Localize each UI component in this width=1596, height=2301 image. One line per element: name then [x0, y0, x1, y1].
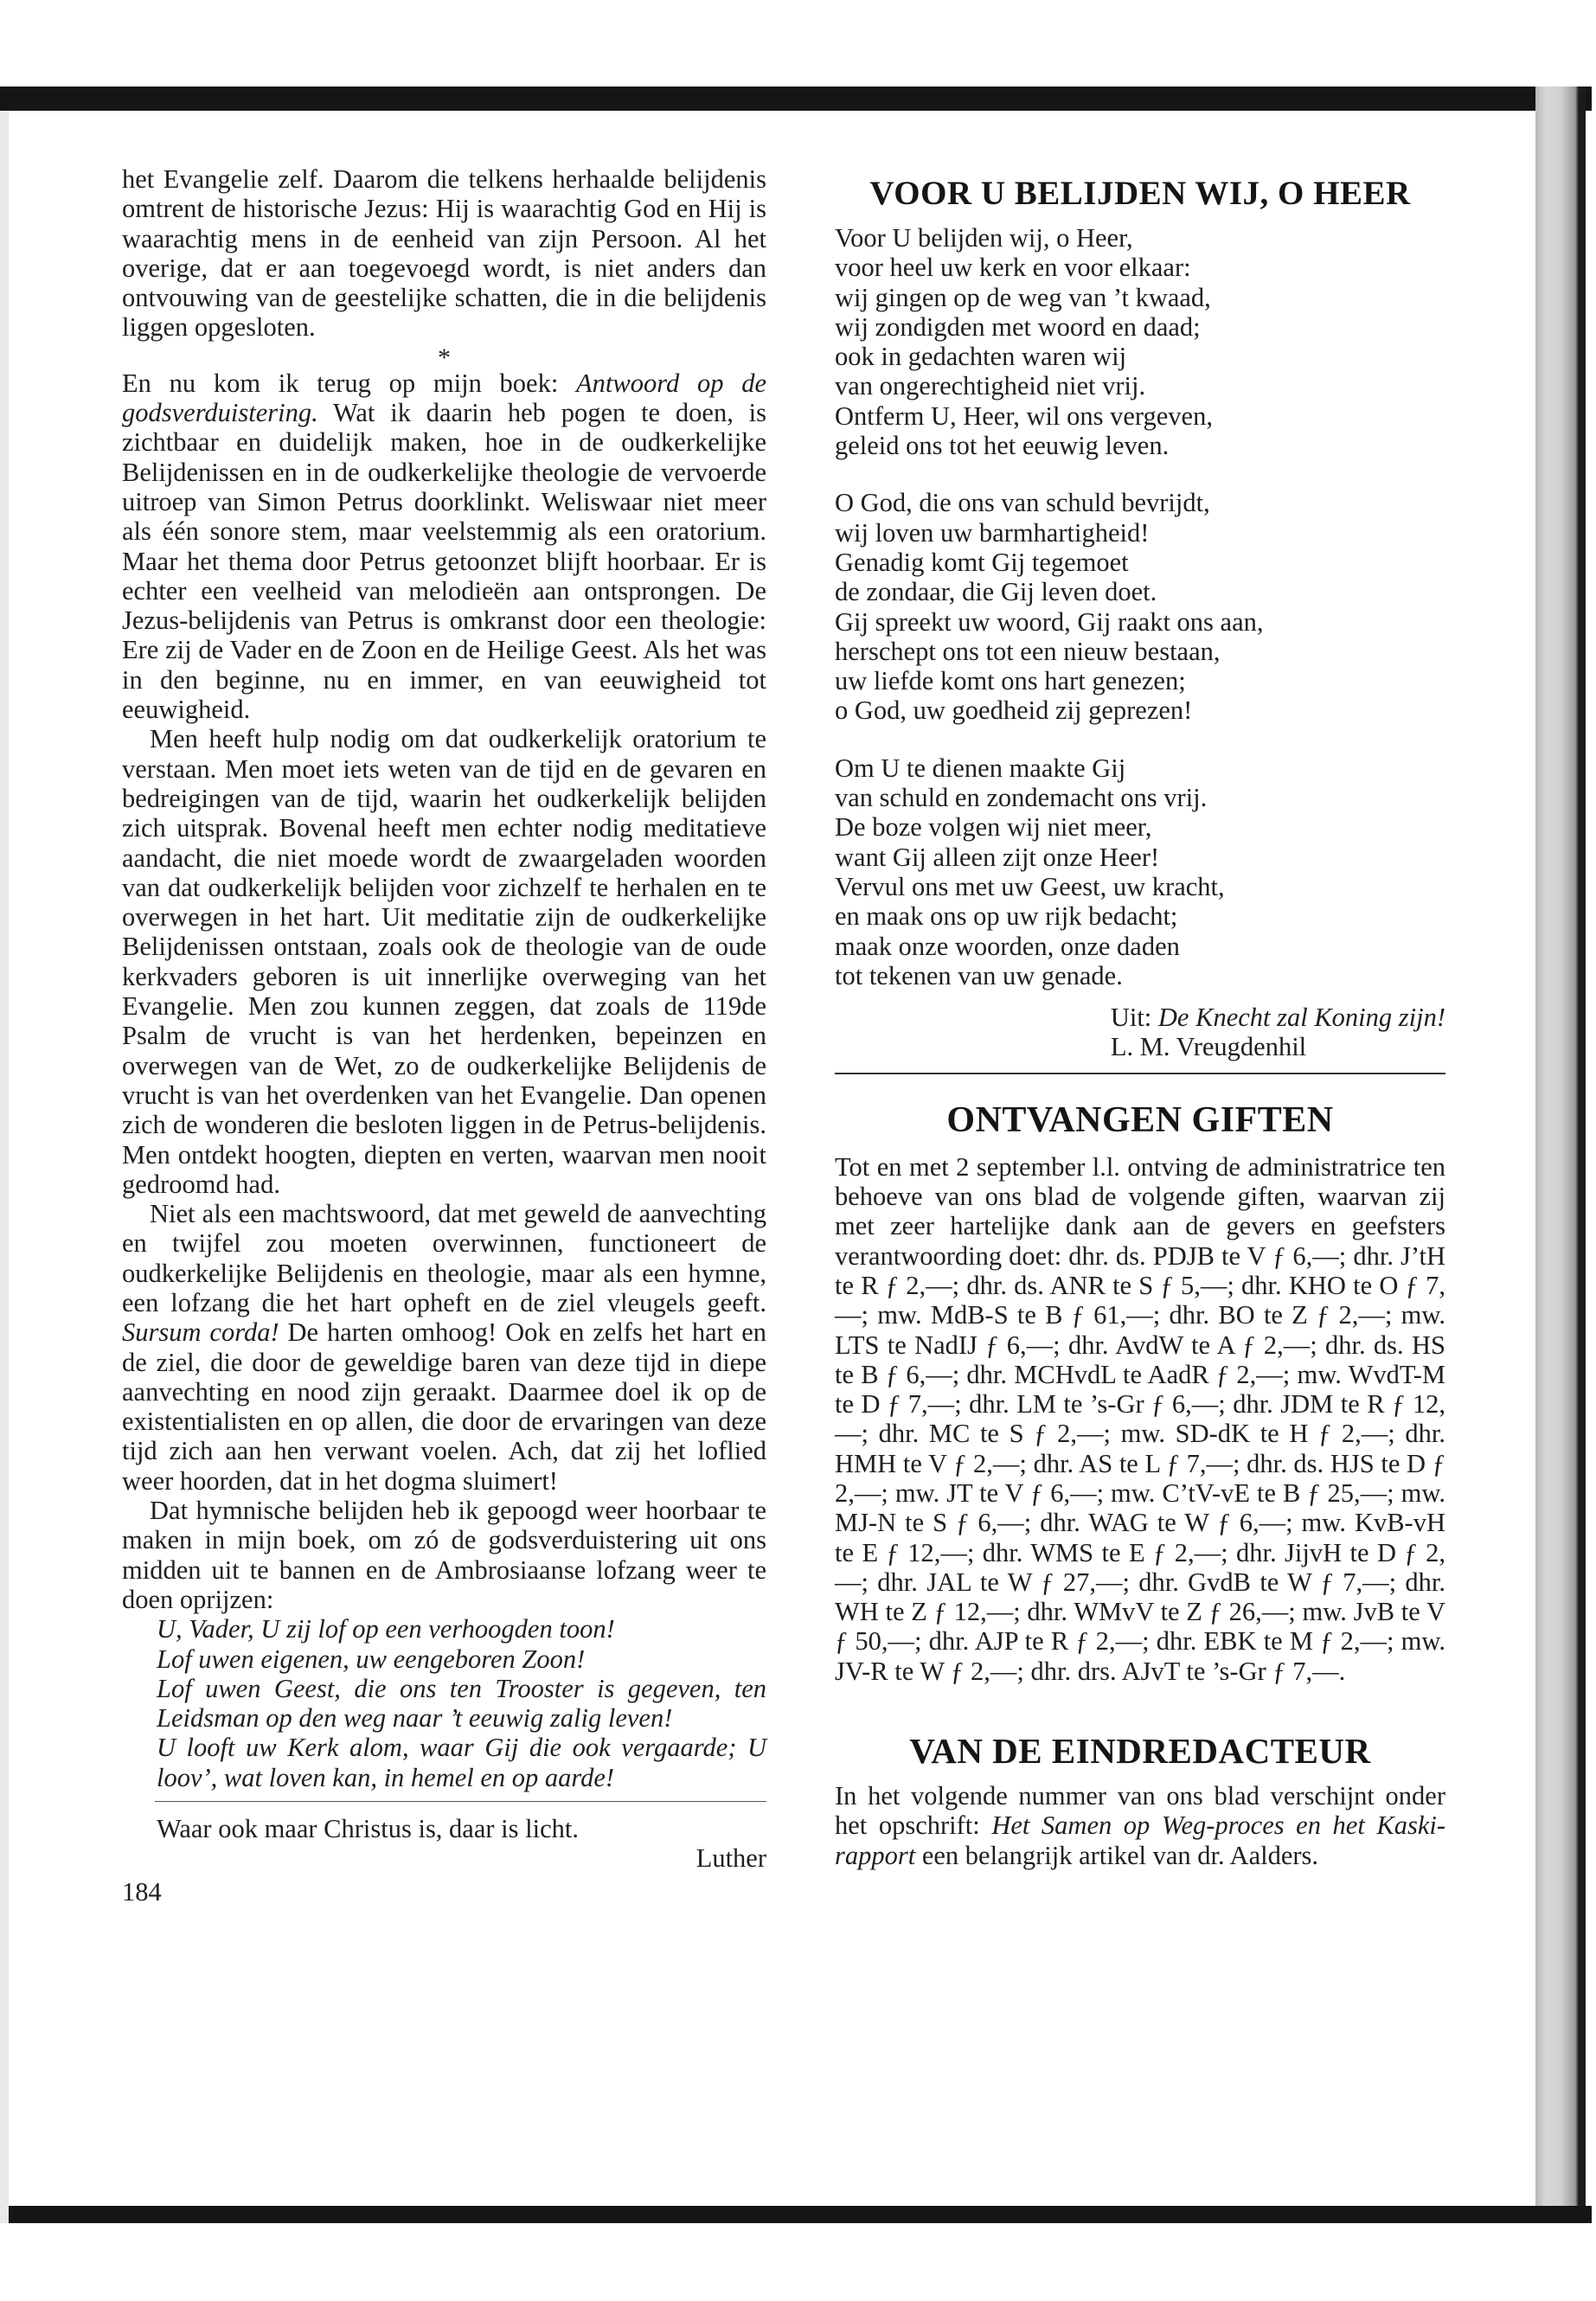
hymn-line: voor heel uw kerk en voor elkaar: [835, 253, 1191, 283]
hymn-stanza-3 [835, 753, 1445, 990]
paragraph-hymne-lead: Niet als een machtswoord, dat met geweld de aanvechting en twijfel zou moeten overwinnen, functioneert de oudkerkelijke Belijdenis en theologie, maar als een hymne, een lofzang die het hart opheft en de ziel vleugels geeft. [122, 1199, 766, 1317]
hymn-line: Gij spreekt uw woord, Gij raakt ons aan, [835, 606, 1264, 637]
hymn-line: uw liefde komt ons hart genezen; [835, 666, 1186, 696]
paragraph-book-body: Wat ik daarin heb pogen te doen, is zichtbaar en duidelijk maken, hoe in de oudkerkelijke Belijdenissen en in de oudkerkelijke theologie de vervoerde uitroep van Simon Petrus doorklinkt. Weliswaar niet meer als één sonore stem, maar veelstemmig als een oratorium. Maar het thema door Petrus getoonzet blijft hoorbaar. Er is echter een veelheid van melodieën aan ontsprongen. De Jezus-belijdenis van Petrus is omkranst door een theologie: Ere zij de Vader en de Zoon en de Heilige Geest. Als het was in den beginne, nu en immer, en van eeuwigheid tot eeuwigheid. [122, 398, 766, 725]
left-column [122, 164, 766, 1907]
poem-line: U, Vader, U zij lof op een verhoogden toon! [157, 1614, 615, 1644]
hymn-line: wij zondigden met woord en daad; [835, 311, 1201, 342]
page-number: 184 [122, 1876, 162, 1907]
editor-lead: In het volgende nummer van ons blad verschijnt onder het opschrift: [835, 1781, 1445, 1841]
hymn-stanza-1 [835, 223, 1445, 460]
quote-author: Luther [695, 1843, 766, 1874]
ambrosian-hymn [157, 1614, 766, 1792]
hymn-line: Ontferm U, Heer, wil ons vergeven, [835, 401, 1213, 431]
hymn-line: van schuld en zondemacht ons vrij. [835, 783, 1208, 813]
source-title: De Knecht zal Koning zijn! [1157, 1003, 1445, 1033]
hymn-source [835, 1003, 1445, 1062]
hymn-line: O God, die ons van schuld bevrijdt, [835, 488, 1210, 518]
hymn-line: want Gij alleen zijt onze Heer! [835, 842, 1160, 872]
hymn-line: wij loven uw barmhartigheid! [835, 517, 1150, 548]
hymn-line: herschept ons tot een nieuw bestaan, [835, 636, 1221, 666]
scan-left-edge [0, 87, 9, 2223]
paragraph-hymne-body: De harten omhoog! Ook en zelfs het hart en de ziel, die door de geweldige baren van deze tijd in diepe aanvechting en nood zijn geraakt. Daarmee doel ik op de existentialisten en op allen, die door de ervaringen van deze tijd zich aan hen verwant voelen. Ach, dat zij het loflied weer hoorden, dat in het dogma sluimert! [122, 1317, 766, 1496]
hymn-line: tot tekenen van uw genade. [835, 960, 1123, 990]
hymn-line: Voor U belijden wij, o Heer, [835, 223, 1133, 253]
paragraph-book-lead: En nu kom ik terug op mijn boek: [122, 368, 577, 398]
editor-tail: een belangrijk artikel van dr. Aalders. [915, 1840, 1319, 1870]
hymn-line: en maak ons op uw rijk bedacht; [835, 901, 1178, 932]
paragraph-book [122, 369, 766, 725]
book-title: Antwoord op de godsverduistering. [122, 368, 766, 428]
hymn-line: Genadig komt Gij tegemoet [835, 547, 1129, 577]
hymn-line: wij gingen op de weg van ’t kwaad, [835, 282, 1211, 312]
hymn-stanza-2 [835, 488, 1445, 725]
paragraph-intro: het Evangelie zelf. Daarom die telkens herhaalde belijdenis omtrent de historische Jezus: Hij is waarachtig God en Hij is waarachtig mens in de eenheid van zijn Persoon. Al het overige, dat er aan toegevoegd wordt, is niet anders dan ontvouwing van de geestelijke schatten, die in die belijdenis liggen opgesloten. [122, 164, 766, 343]
article-title: Het Samen op Weg-proces en het Kaski-rapport [835, 1811, 1446, 1870]
sursum-corda: Sursum corda! [122, 1317, 279, 1348]
poem-line: U looft uw Kerk alom, waar Gij die ook vergaarde; U loov’, wat loven kan, in hemel en op aarde! [157, 1733, 766, 1792]
paragraph-hymne [122, 1199, 766, 1496]
editor-heading: VAN DE EINDREDACTEUR [909, 1731, 1371, 1772]
section-divider [835, 1073, 1445, 1074]
right-column [835, 164, 1445, 1870]
hymn-line: van ongerechtigheid niet vrij. [835, 371, 1146, 401]
closing-quote: Waar ook maar Christus is, daar is licht. [157, 1814, 579, 1844]
poem-line: Lof uwen Geest, die ons ten Trooster is gegeven, ten Leidsman op den weg naar ’t eeuwig zalig leven! [157, 1673, 766, 1734]
divider-line [155, 1801, 766, 1802]
editor-paragraph [835, 1781, 1445, 1870]
gifts-heading: ONTVANGEN GIFTEN [946, 1099, 1334, 1140]
scan-bottom-border [9, 2206, 1592, 2223]
hymn-line: maak onze woorden, onze daden [835, 931, 1180, 961]
paragraph-oratorium: Men heeft hulp nodig om dat oudkerkelijk oratorium te verstaan. Men moet iets weten van de tijd en de gevaren en bedreigingen van de tijd, waarin het oudkerkelijk belijden zich uitsprak. Bovenal heeft men echter nodig meditatieve aandacht, die niet moede wordt de zwaargeladen woorden van dat oudkerkelijk belijden voor zichzelf te herhalen en te overwegen in het hart. Uit meditatie zijn de oudkerkelijke Belijdenissen ontstaan, zoals ook de theologie van de oude kerkvaders geboren is uit innerlijke overweging van het Evangelie. Men zou kunnen zeggen, dat zoals de 119de Psalm de vrucht is van het herdenken, bepeinzen en overwegen van de Wet, zo de oudkerkelijke Belijdenis de vrucht is van het overdenken van het Evangelie. Dan openen zich de wonderen die besloten liggen in de Petrus-belijdenis. Men ontdekt hoogten, diepten en verten, waarvan men nooit gedroomd had. [122, 724, 766, 1199]
hymn-line: geleid ons tot het eeuwig leven. [835, 431, 1170, 461]
paragraph-lofzang: Dat hymnische belijden heb ik gepoogd weer hoorbaar te maken in mijn boek, om zó de godsverduistering uit ons midden uit te bannen en de Ambrosiaanse lofzang weer te doen oprijzen: [122, 1496, 766, 1614]
source-author: L. M. Vreugdenhil [1110, 1032, 1307, 1062]
source-prefix: Uit: [1110, 1003, 1158, 1033]
hymn-line: ook in gedachten waren wij [835, 342, 1127, 372]
hymn-line: De boze volgen wij niet meer, [835, 812, 1152, 843]
gifts-paragraph: Tot en met 2 september l.l. ontving de administratrice ten behoeve van ons blad de volgende giften, waarvan zij met zeer hartelijke dank aan de gevers en geefsters verantwoording doet: dhr. ds. PDJB te V ƒ 6,—; dhr. J’tH te R ƒ 2,—; dhr. ds. ANR te S ƒ 5,—; dhr. KHO te O ƒ 7,—; mw. MdB-S te B ƒ 61,—; dhr. BO te Z ƒ 2,—; mw. LTS te NadIJ ƒ 6,—; dhr. AvdW te A ƒ 2,—; dhr. ds. HS te B ƒ 6,—; dhr. MCHvdL te AadR ƒ 2,—; mw. WvdT-M te D ƒ 7,—; dhr. LM te ’s-Gr ƒ 6,—; dhr. JDM te R ƒ 12,—; dhr. MC te S ƒ 2,—; mw. SD-dK te H ƒ 2,—; dhr. HMH te V ƒ 2,—; dhr. AS te L ƒ 7,—; dhr. ds. HJS te D ƒ 2,—; mw. JT te V ƒ 6,—; mw. C’tV-vE te B ƒ 25,—; mw. MJ-N te S ƒ 6,—; dhr. WAG te W ƒ 6,—; mw. KvB-vH te E ƒ 12,—; dhr. WMS te E ƒ 2,—; dhr. JijvH te D ƒ 2,—; dhr. JAL te W ƒ 27,—; dhr. GvdB te W ƒ 7,—; dhr. WH te Z ƒ 12,—; dhr. WMvV te Z ƒ 26,—; mw. JvB te V ƒ 50,—; dhr. AJP te R ƒ 2,—; dhr. EBK te M ƒ 2,—; mw. JV-R te W ƒ 2,—; dhr. drs. AJvT te ’s-Gr ƒ 7,—. [835, 1151, 1445, 1686]
hymn-line: Om U te dienen maakte Gij [835, 753, 1126, 783]
poem-line: Lof uwen eigenen, uw eengeboren Zoon! [157, 1644, 586, 1674]
hymn-line: Vervul ons met uw Geest, uw kracht, [835, 871, 1225, 901]
scan-top-border [0, 87, 1592, 111]
hymn-line: de zondaar, die Gij leven doet. [835, 577, 1157, 607]
scan-right-border [1535, 87, 1586, 2214]
hymn-heading: VOOR U BELIJDEN WIJ, O HEER [869, 175, 1411, 212]
section-asterisk: * [438, 343, 451, 372]
hymn-line: o God, uw goedheid zij geprezen! [835, 695, 1193, 726]
